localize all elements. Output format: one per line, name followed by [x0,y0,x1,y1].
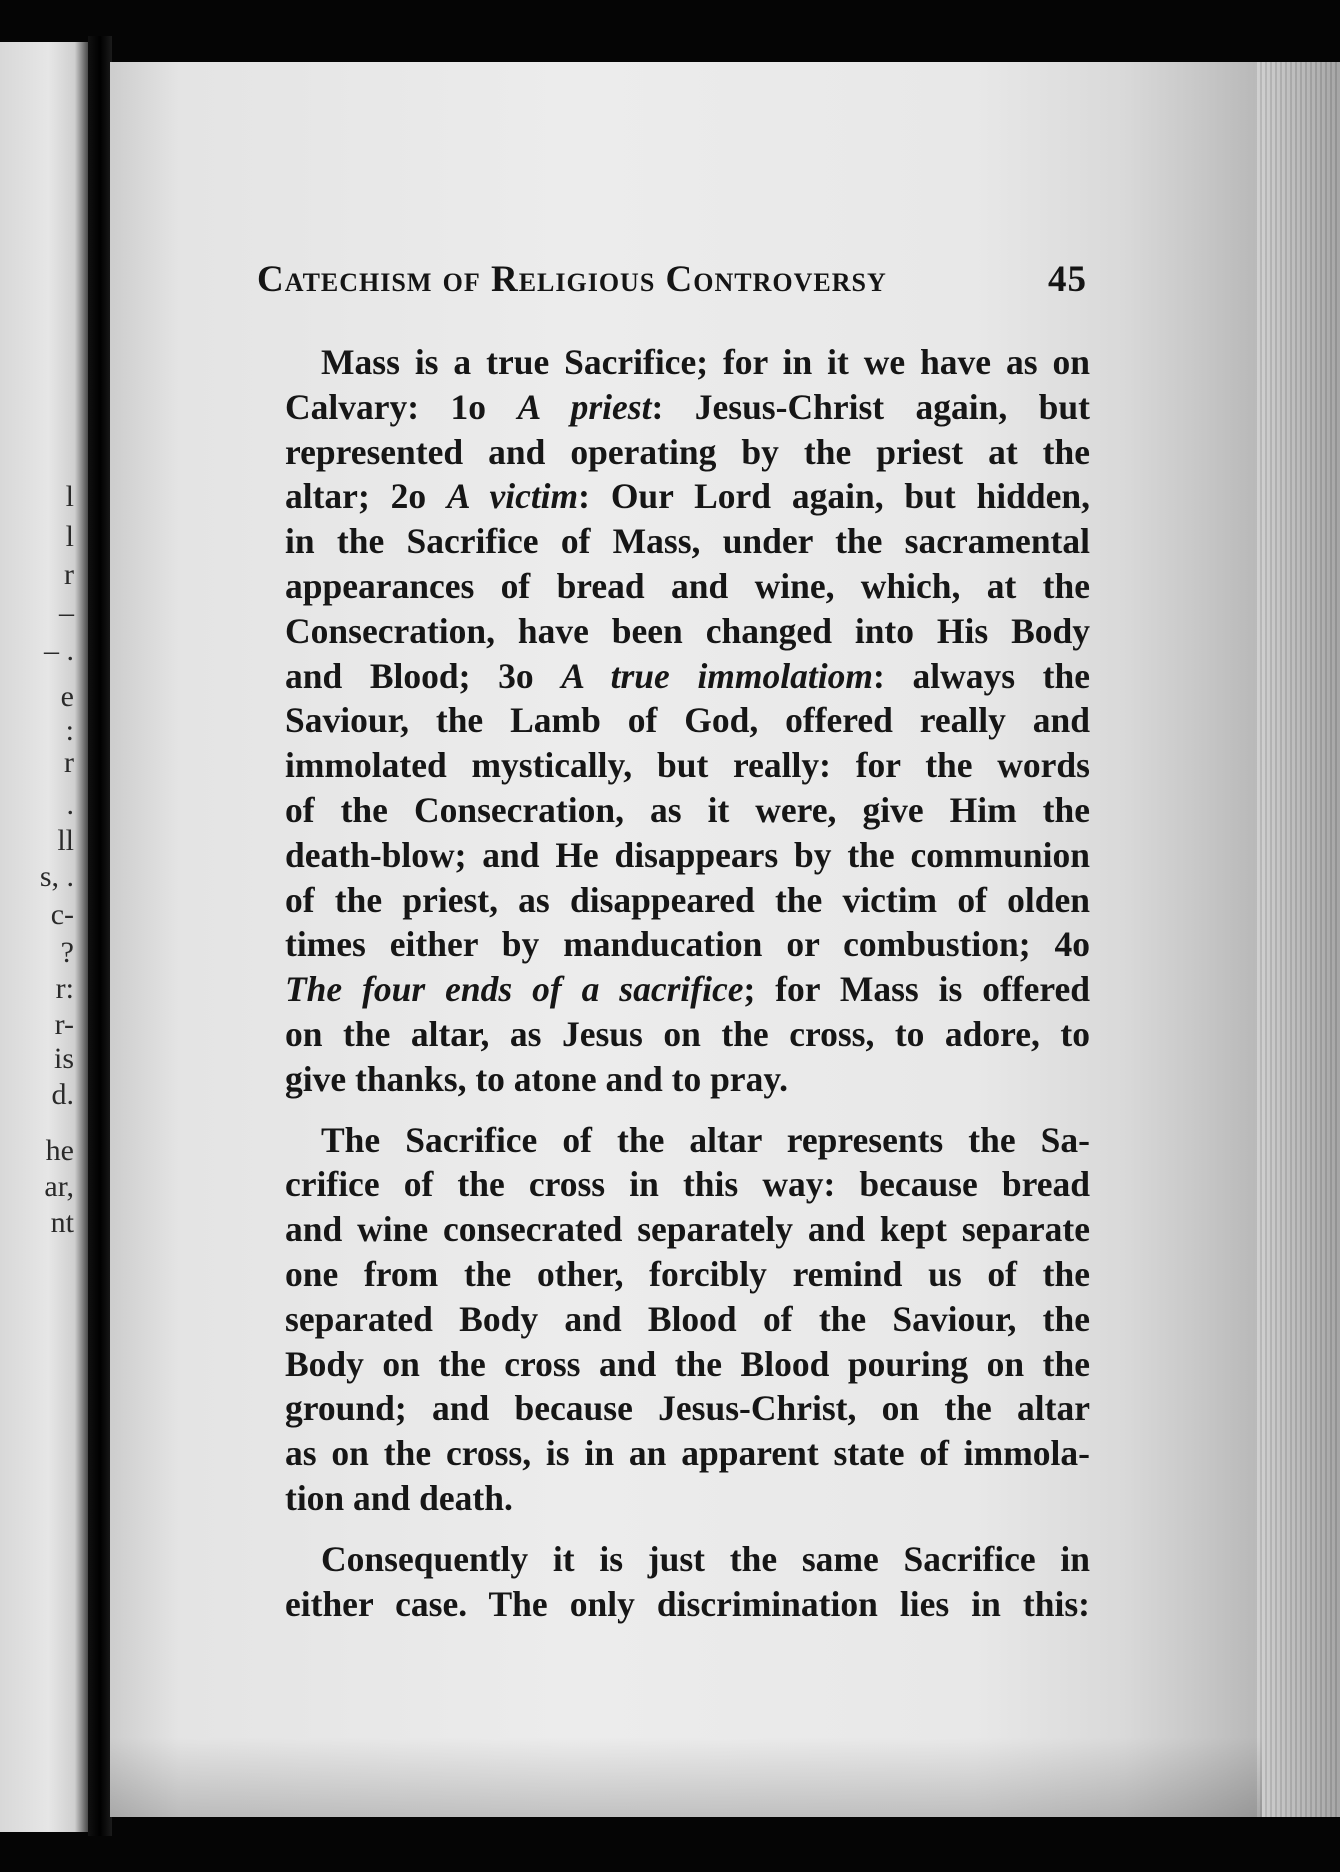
text-run: Body on the cross and the Blood pouring on the [285,1343,1090,1384]
text-line [285,564,1090,609]
text-run: appearances of bread and wine, which, at the [285,565,1090,606]
text-run: either case. The only discrimination lies in this: [285,1583,1090,1624]
previous-page-edge [0,42,88,1832]
text-line [285,1162,1090,1207]
text-run: of the Consecration, as it were, give Him the [285,789,1090,830]
text-line [285,1297,1090,1342]
previous-page-fragment: ar, [44,1170,74,1203]
text-run: separated Body and Blood of the Saviour, the [285,1298,1090,1339]
text-line [285,788,1090,833]
previous-page-fragment: ? [60,936,74,969]
page-number: 45 [1048,259,1087,300]
page-edge-stack [1255,62,1340,1817]
previous-page-fragment: r: [55,972,74,1005]
paragraph [285,1118,1090,1521]
text-run: one from the other, forcibly remind us of the [285,1253,1090,1294]
running-head-title: Catechism of Religious Controversy [257,259,887,300]
text-run: altar; 2o [285,476,447,517]
previous-page-fragment: is [53,1042,74,1075]
previous-page-fragment: . [66,788,74,821]
text-run: Consequently it is just the same Sacrifice in [321,1538,1090,1579]
text-run: immolated mystically, but really: for the words [285,745,1090,786]
text-run: Consecration, have been changed into His Body [285,610,1090,651]
text-line [285,430,1090,475]
text-run: on the altar, as Jesus on the cross, to adore, to [285,1013,1090,1054]
previous-page-fragment: l [65,520,74,553]
text-line [285,1057,1090,1102]
paragraph [285,340,1090,1102]
text-run: ; for Mass is offered [743,969,1090,1010]
previous-page-text-fragments [0,42,88,1832]
paragraph-gap [285,1521,1090,1537]
book-gutter [88,36,112,1836]
text-run: Calvary: 1o [285,386,518,427]
italic-run: A true immolatiom [561,655,873,696]
previous-page-fragment: he [45,1134,74,1167]
text-line [285,609,1090,654]
text-line [285,1431,1090,1476]
previous-page-fragment: s, . [39,860,74,893]
text-run: : always the [873,655,1090,696]
text-line [285,1118,1090,1163]
text-line [285,698,1090,743]
previous-page-fragment: r- [54,1008,74,1041]
running-head [257,258,1087,301]
text-run: tion and death. [285,1477,513,1518]
page-shadow [110,1737,1262,1817]
text-run: and Blood; 3o [285,655,562,696]
text-run: and wine consecrated separately and kept separate [285,1209,1090,1250]
italic-run: A victim [446,476,579,517]
previous-page-fragment: – [59,596,74,629]
paragraph [285,1537,1090,1627]
text-run: crifice of the cross in this way: because bread [285,1164,1090,1205]
text-run: ground; and because Jesus-Christ, on the altar [285,1388,1090,1429]
previous-page-fragment: r [64,558,74,591]
text-line [285,1386,1090,1431]
text-run: in the Sacrifice of Mass, under the sacramental [285,521,1090,562]
previous-page-fragment: e [60,680,74,713]
previous-page-fragment: – . [44,634,74,667]
text-line [285,967,1090,1012]
text-line [285,833,1090,878]
text-line [285,1476,1090,1521]
text-run: The Sacrifice of the altar represents the Sa- [321,1119,1090,1160]
previous-page-fragment: : [65,714,74,747]
text-line [285,340,1090,385]
text-line [285,474,1090,519]
text-run: represented and operating by the priest at the [285,431,1090,472]
previous-page-fragment: r [64,746,74,779]
text-line [285,1537,1090,1582]
text-line [285,1582,1090,1627]
text-run: Mass is a true Sacrifice; for in it we have as on [321,342,1090,382]
text-line [285,1207,1090,1252]
text-run: give thanks, to atone and to pray. [285,1058,788,1099]
text-run: times either by manducation or combustion; 4o [285,924,1090,965]
text-line [285,385,1090,430]
body-text [285,340,1090,1626]
text-run: : Our Lord again, but hidden, [578,476,1091,517]
previous-page-fragment: nt [50,1206,74,1239]
italic-run: The four ends of a sacrifice [285,969,744,1010]
paragraph-gap [285,1102,1090,1118]
text-line [285,878,1090,923]
italic-run: A priest [517,386,652,427]
book-page [110,62,1262,1817]
text-run: death-blow; and He disappears by the communion [285,834,1090,875]
text-line [285,1342,1090,1387]
text-run: : Jesus-Christ again, but [651,386,1090,427]
previous-page-fragment: ll [57,824,74,857]
text-run: as on the cross, is in an apparent state of immola- [285,1433,1090,1474]
text-run: of the priest, as disappeared the victim of olden [285,879,1090,920]
previous-page-fragment: c- [50,898,74,931]
text-line [285,519,1090,564]
text-line [285,1012,1090,1057]
previous-page-fragment: l [65,480,74,513]
text-line [285,654,1090,699]
text-line [285,922,1090,967]
text-line [285,743,1090,788]
previous-page-fragment: d. [51,1078,74,1111]
text-line [285,1252,1090,1297]
text-run: Saviour, the Lamb of God, offered really and [285,700,1090,741]
